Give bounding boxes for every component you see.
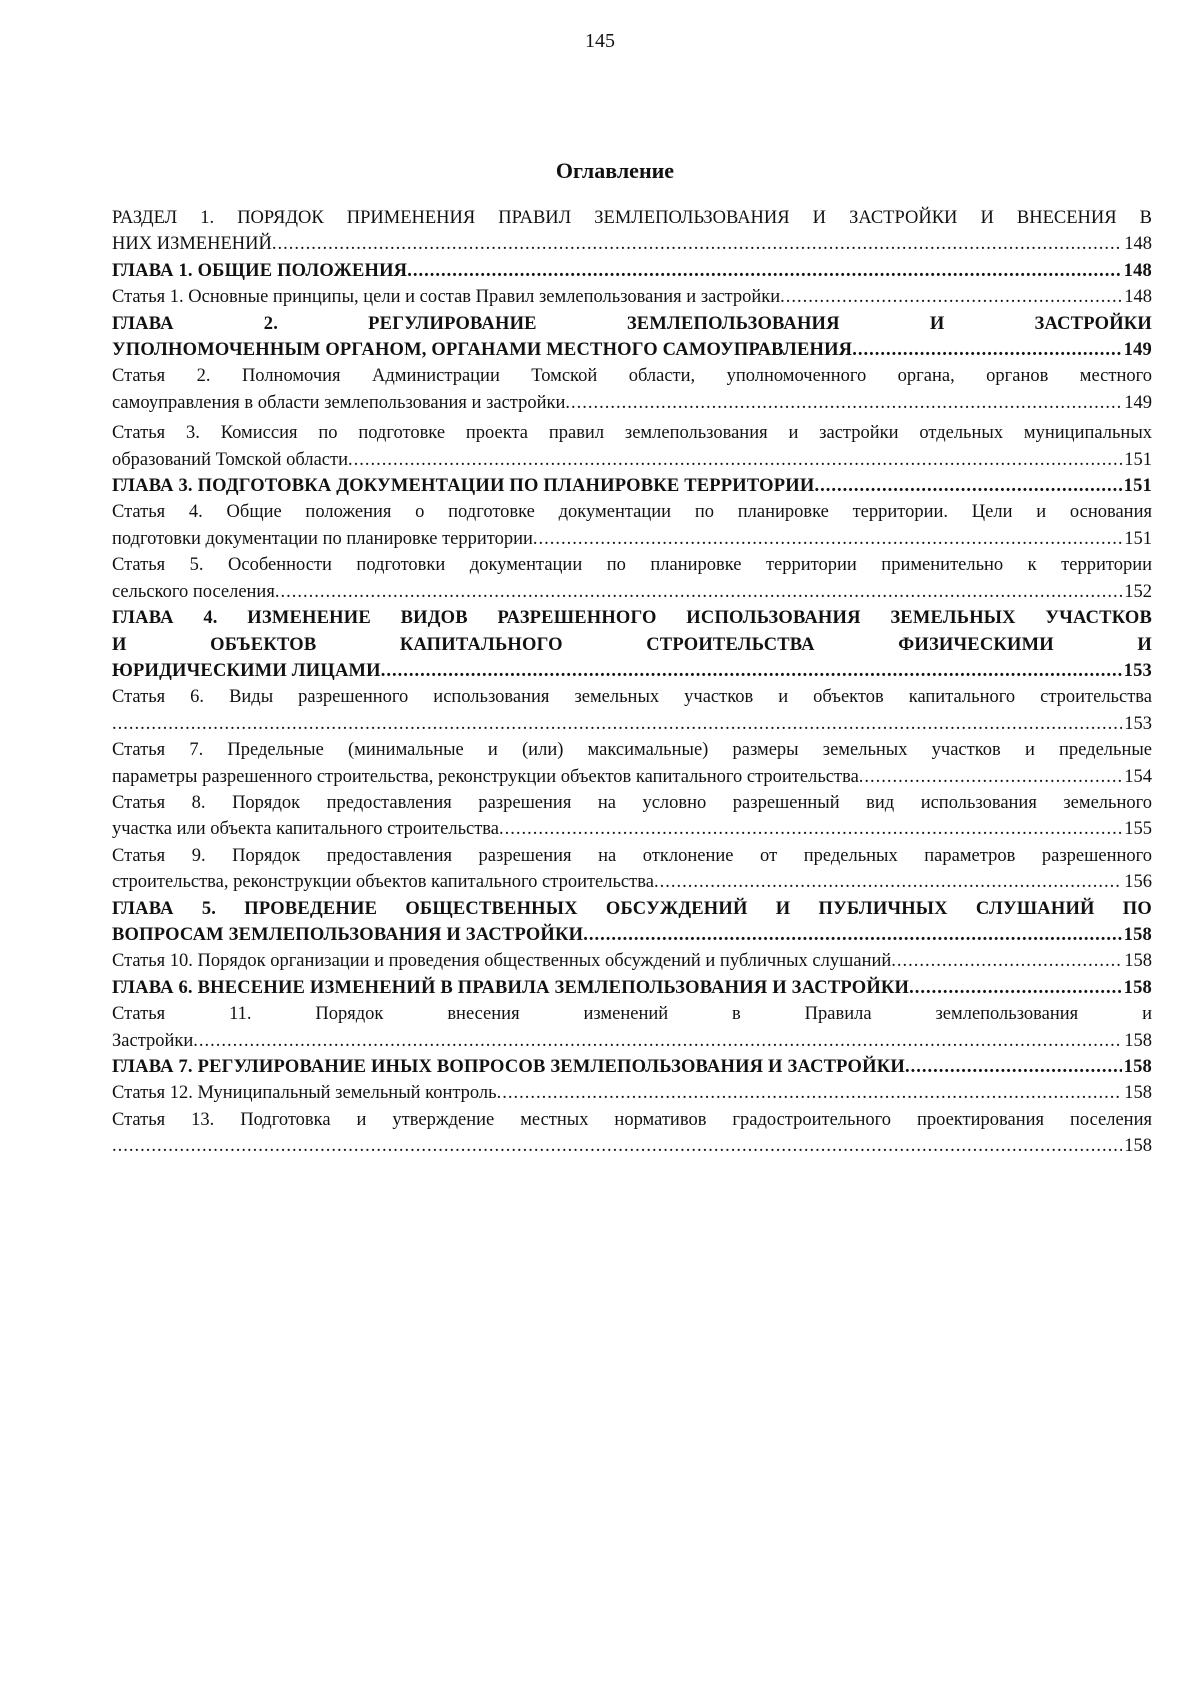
toc-entry-leader-line <box>112 579 1152 605</box>
dot-leader <box>533 526 1122 552</box>
toc-entry-12[interactable] <box>112 737 1152 790</box>
page-number: 145 <box>585 30 615 52</box>
toc-entry-leader-line <box>112 258 1152 284</box>
toc-entry-page: 148 <box>1124 234 1152 255</box>
toc-entry-page: 155 <box>1124 819 1152 840</box>
dot-leader <box>780 284 1122 310</box>
toc-entry-line: Статья 8. Порядок предоставления разрешения на условно разрешенный вид использования земельного <box>112 792 1152 813</box>
dot-leader <box>859 764 1122 790</box>
toc-entry-page: 148 <box>1124 287 1152 308</box>
toc-entry-title: ГЛАВА 1. ОБЩИЕ ПОЛОЖЕНИЯ <box>112 260 408 281</box>
toc-entry-page: 158 <box>1123 1057 1152 1077</box>
toc-entry-page: 158 <box>1123 977 1152 998</box>
toc-entry-title: ГЛАВА 3. ПОДГОТОВКА ДОКУМЕНТАЦИИ ПО ПЛАНИРОВКЕ ТЕРРИТОРИИ <box>112 476 815 497</box>
toc-entry-title: подготовки документации по планировке территории <box>112 528 533 549</box>
toc-entry-line: Статья 4. Общие положения о подготовке документации по планировке территории. Цели и основания <box>112 502 1152 523</box>
toc-entry-title: ГЛАВА 6. ВНЕСЕНИЕ ИЗМЕНЕНИЙ В ПРАВИЛА ЗЕМЛЕПОЛЬЗОВАНИЯ И ЗАСТРОЙКИ <box>112 977 910 998</box>
toc-entry-16[interactable] <box>112 948 1152 974</box>
toc-entry-line: Статья 13. Подготовка и утверждение местных нормативов градостроительного проектирования поселения <box>112 1109 1152 1130</box>
toc-entry-title: участка или объекта капитального строительства <box>112 819 500 840</box>
toc-entry-page: 156 <box>1124 872 1152 893</box>
toc-entry-leader-line <box>112 1028 1152 1054</box>
toc-entry-8[interactable] <box>112 499 1152 552</box>
toc-entry-title: Статья 10. Порядок организации и проведения общественных обсуждений и публичных слушаний <box>112 951 892 972</box>
toc-entry-line: Статья 7. Предельные (минимальные и (или) максимальные) размеры земельных участков и предельные <box>112 740 1152 761</box>
toc-entry-title: образований Томской области <box>112 449 348 470</box>
dot-leader <box>497 1080 1123 1106</box>
toc-entry-18[interactable] <box>112 1001 1152 1054</box>
dot-leader <box>112 711 1122 737</box>
dot-leader <box>814 473 1121 499</box>
toc-entry-title: УПОЛНОМОЧЕННЫМ ОРГАНОМ, ОРГАНАМИ МЕСТНОГО САМОУПРАВЛЕНИЯ <box>112 340 853 361</box>
toc-entry-7[interactable] <box>112 473 1152 499</box>
toc-entry-leader-line <box>112 975 1152 1001</box>
toc-entry-19[interactable] <box>112 1054 1152 1080</box>
toc-entry-title: Застройки <box>112 1030 194 1051</box>
toc-entry-title: ГЛАВА 7. РЕГУЛИРОВАНИЕ ИНЫХ ВОПРОСОВ ЗЕМЛЕПОЛЬЗОВАНИЯ И ЗАСТРОЙКИ <box>112 1057 905 1077</box>
toc-entry-page: 148 <box>1123 260 1152 281</box>
toc-entry-title: строительства, реконструкции объектов капитального строительства <box>112 872 654 893</box>
toc-entry-title: самоуправления в области землепользования и застройки <box>112 392 566 413</box>
dot-leader <box>583 922 1121 948</box>
toc-entry-13[interactable] <box>112 790 1152 843</box>
toc-entry-page: 154 <box>1124 766 1152 787</box>
toc-entry-leader-line <box>112 922 1152 948</box>
dot-leader <box>275 579 1122 605</box>
toc-entry-line: Статья 6. Виды разрешенного использования земельных участков и объектов капитального строительства <box>112 687 1152 708</box>
toc-entry-page: 153 <box>1123 660 1152 681</box>
toc-entry-17[interactable] <box>112 975 1152 1001</box>
dot-leader <box>112 1133 1122 1159</box>
toc-entry-1[interactable] <box>112 205 1152 258</box>
toc-entry-3[interactable] <box>112 284 1152 310</box>
dot-leader <box>193 1028 1122 1054</box>
toc-entry-leader-line <box>112 390 1152 416</box>
toc-entry-leader-line <box>112 1054 1152 1080</box>
toc-entry-2[interactable] <box>112 258 1152 284</box>
dot-leader <box>565 390 1122 416</box>
toc-entry-line: Статья 9. Порядок предоставления разрешения на отклонение от предельных параметров разрешенного <box>112 845 1152 866</box>
toc-entry-page: 151 <box>1123 476 1152 497</box>
toc-entry-line: ГЛАВА 5. ПРОВЕДЕНИЕ ОБЩЕСТВЕННЫХ ОБСУЖДЕНИЙ И ПУБЛИЧНЫХ СЛУШАНИЙ ПО <box>112 898 1152 919</box>
toc-entry-line: ГЛАВА 2. РЕГУЛИРОВАНИЕ ЗЕМЛЕПОЛЬЗОВАНИЯ И ЗАСТРОЙКИ <box>112 313 1152 334</box>
toc-entry-page: 158 <box>1124 951 1152 972</box>
toc-entry-page: 158 <box>1124 1030 1152 1051</box>
toc-entry-15[interactable] <box>112 896 1152 949</box>
toc-entry-page: 149 <box>1124 392 1152 413</box>
toc-entry-leader-line <box>112 337 1152 363</box>
dot-leader <box>348 447 1122 473</box>
toc-entry-4[interactable] <box>112 311 1152 364</box>
table-of-contents <box>112 205 1152 1160</box>
toc-entry-page: 158 <box>1124 1136 1152 1157</box>
toc-entry-14[interactable] <box>112 843 1152 896</box>
toc-entry-6[interactable] <box>112 420 1152 473</box>
toc-entry-11[interactable] <box>112 684 1152 737</box>
toc-entry-leader-line <box>112 816 1152 842</box>
toc-entry-leader-line <box>112 1080 1152 1106</box>
toc-entry-line: ГЛАВА 4. ИЗМЕНЕНИЕ ВИДОВ РАЗРЕШЕННОГО ИСПОЛЬЗОВАНИЯ ЗЕМЕЛЬНЫХ УЧАСТКОВ <box>112 608 1152 629</box>
toc-entry-leader-line <box>112 284 1152 310</box>
dot-leader <box>891 948 1122 974</box>
toc-entry-leader-line <box>112 447 1152 473</box>
toc-entry-title: Статья 12. Муниципальный земельный контроль <box>112 1083 497 1104</box>
toc-entry-page: 152 <box>1124 581 1152 602</box>
dot-leader <box>499 816 1122 842</box>
toc-entry-leader-line <box>112 869 1152 895</box>
toc-entry-title: ЮРИДИЧЕСКИМИ ЛИЦАМИ <box>112 660 381 681</box>
toc-entry-title: Статья 1. Основные принципы, цели и состав Правил землепользования и застройки <box>112 287 781 308</box>
toc-entry-page: 151 <box>1124 449 1152 470</box>
dot-leader <box>909 975 1122 1001</box>
toc-entry-page: 149 <box>1123 340 1152 361</box>
toc-entry-page: 158 <box>1123 924 1152 945</box>
toc-entry-line: Статья 5. Особенности подготовки документации по планировке территории применительно к территории <box>112 555 1152 576</box>
dot-leader <box>852 337 1121 363</box>
toc-entry-page: 153 <box>1124 713 1152 734</box>
dot-leader <box>272 231 1122 257</box>
toc-entry-9[interactable] <box>112 552 1152 605</box>
toc-entry-title: ВОПРОСАМ ЗЕМЛЕПОЛЬЗОВАНИЯ И ЗАСТРОЙКИ <box>112 924 584 945</box>
toc-entry-leader-line <box>112 1133 1152 1159</box>
toc-title: Оглавление <box>555 158 675 183</box>
toc-entry-title: НИХ ИЗМЕНЕНИЙ <box>112 234 272 255</box>
toc-entry-leader-line <box>112 473 1152 499</box>
toc-entry-line: Статья 2. Полномочия Администрации Томской области, уполномоченного органа, органов местного <box>112 366 1152 387</box>
toc-entry-leader-line <box>112 948 1152 974</box>
dot-leader <box>381 658 1122 684</box>
toc-entry-line: И ОБЪЕКТОВ КАПИТАЛЬНОГО СТРОИТЕЛЬСТВА ФИЗИЧЕСКИМИ И <box>112 634 1152 655</box>
toc-entry-5[interactable] <box>112 363 1152 416</box>
toc-entry-leader-line <box>112 764 1152 790</box>
dot-leader <box>654 869 1122 895</box>
toc-entry-20[interactable] <box>112 1080 1152 1106</box>
toc-entry-line: РАЗДЕЛ 1. ПОРЯДОК ПРИМЕНЕНИЯ ПРАВИЛ ЗЕМЛЕПОЛЬЗОВАНИЯ И ЗАСТРОЙКИ И ВНЕСЕНИЯ В <box>112 208 1152 228</box>
toc-entry-page: 151 <box>1124 528 1152 549</box>
toc-entry-page: 158 <box>1124 1083 1152 1104</box>
toc-entry-line: Статья 3. Комиссия по подготовке проекта правил землепользования и застройки отдельных муниципальных <box>112 423 1152 444</box>
dot-leader <box>905 1054 1122 1080</box>
toc-entry-title: параметры разрешенного строительства, реконструкции объектов капитального строительства <box>112 766 859 787</box>
toc-entry-21[interactable] <box>112 1107 1152 1160</box>
toc-entry-10[interactable] <box>112 605 1152 684</box>
toc-entry-leader-line <box>112 526 1152 552</box>
dot-leader <box>407 258 1121 284</box>
toc-entry-leader-line <box>112 711 1152 737</box>
toc-entry-leader-line <box>112 231 1152 257</box>
toc-entry-title: сельского поселения <box>112 581 275 602</box>
toc-entry-line: Статья 11. Порядок внесения изменений в Правила землепользования и <box>112 1004 1152 1025</box>
toc-entry-leader-line <box>112 658 1152 684</box>
